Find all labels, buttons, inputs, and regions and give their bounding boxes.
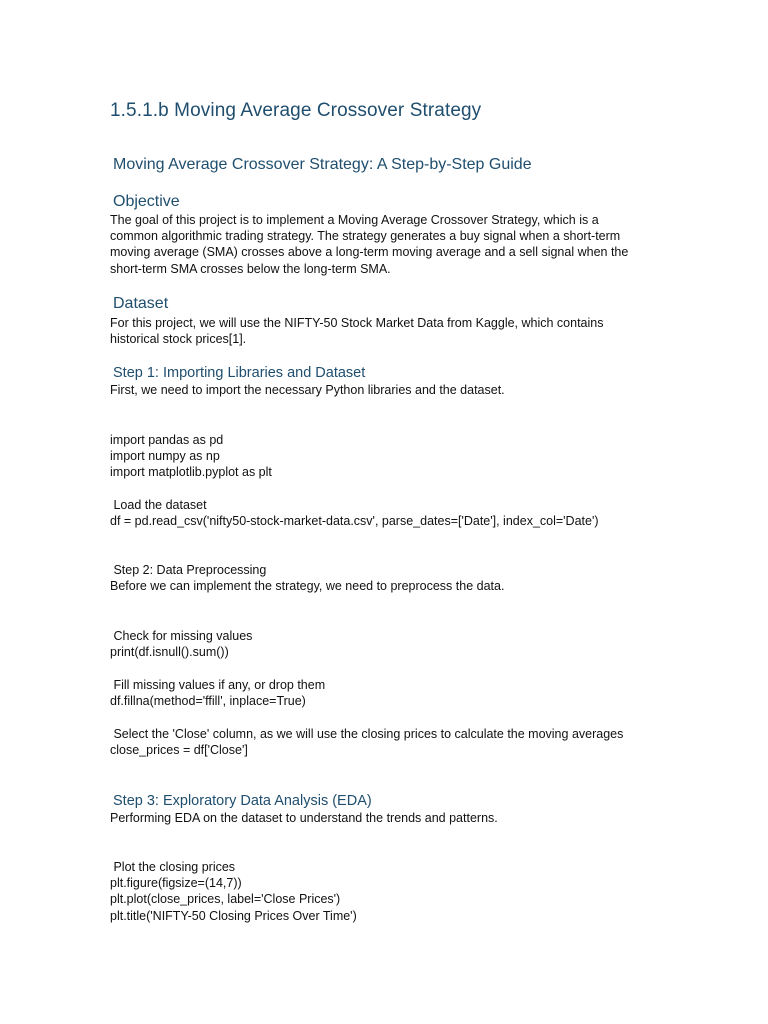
step3-intro: Performing EDA on the dataset to understand the trends and patterns.	[110, 811, 498, 825]
code-line: import numpy as np	[110, 449, 220, 463]
code-comment: Load the dataset	[110, 498, 207, 512]
step3-heading: Step 3: Exploratory Data Analysis (EDA)	[113, 793, 372, 809]
step2-intro: Before we can implement the strategy, we need to preprocess the data.	[110, 579, 505, 593]
page-title: 1.5.1.b Moving Average Crossover Strategy	[110, 100, 482, 121]
objective-line-2: common algorithmic trading strategy. The strategy generates a buy signal when a short-term	[110, 229, 621, 243]
code-line: df = pd.read_csv('nifty50-stock-market-data.csv', parse_dates=['Date'], index_col='Date')	[110, 514, 599, 528]
code-comment: Plot the closing prices	[110, 860, 236, 874]
step1-intro: First, we need to import the necessary Python libraries and the dataset.	[110, 383, 505, 397]
code-line: print(df.isnull().sum())	[110, 645, 229, 659]
objective-line-1: The goal of this project is to implement a Moving Average Crossover Strategy, which is a	[110, 213, 599, 227]
code-comment: Select the 'Close' column, as we will use the closing prices to calculate the moving averages	[110, 727, 624, 741]
code-line: plt.figure(figsize=(14,7))	[110, 876, 242, 890]
code-comment: Fill missing values if any, or drop them	[110, 678, 326, 692]
code-line: import matplotlib.pyplot as plt	[110, 465, 272, 479]
dataset-line-1: For this project, we will use the NIFTY-50 Stock Market Data from Kaggle, which contains	[110, 316, 604, 330]
code-line: df.fillna(method='ffill', inplace=True)	[110, 694, 306, 708]
code-comment: Check for missing values	[110, 629, 253, 643]
objective-heading: Objective	[113, 193, 180, 210]
objective-line-3: moving average (SMA) crosses above a long-term moving average and a sell signal when the	[110, 245, 629, 259]
dataset-heading: Dataset	[113, 295, 169, 312]
guide-subtitle: Moving Average Crossover Strategy: A Step-by-Step Guide	[113, 156, 532, 173]
code-line: import pandas as pd	[110, 433, 224, 447]
step1-heading: Step 1: Importing Libraries and Dataset	[113, 365, 366, 381]
step2-heading: Step 2: Data Preprocessing	[110, 563, 267, 577]
code-line: close_prices = df['Close']	[110, 743, 248, 757]
code-line: plt.title('NIFTY-50 Closing Prices Over Time')	[110, 909, 357, 923]
objective-line-4: short-term SMA crosses below the long-term SMA.	[110, 262, 391, 276]
dataset-line-2: historical stock prices[1].	[110, 332, 247, 346]
code-line: plt.plot(close_prices, label='Close Prices')	[110, 892, 341, 906]
